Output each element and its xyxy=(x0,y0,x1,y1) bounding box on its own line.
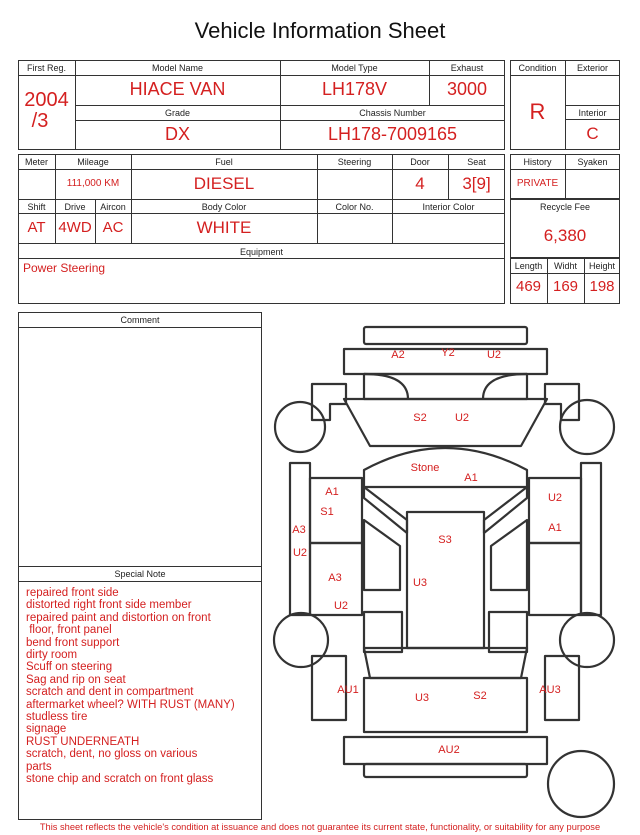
recycle-fee-label: Recycle Fee xyxy=(539,202,591,212)
disclaimer-footer: This sheet reflects the vehicle's condition at issuance and does not guarantee its current state, functionality, or suitability for any purpose xyxy=(39,822,601,832)
first-reg-label: First Reg. xyxy=(26,63,66,73)
mileage-label: Mileage xyxy=(77,157,109,167)
condition-grade: R xyxy=(529,99,546,124)
special-note-item: Scuff on steering xyxy=(26,661,113,674)
damage-code: AU3 xyxy=(539,684,561,696)
interior-label: Interior xyxy=(578,108,607,118)
height-label: Height xyxy=(588,261,615,271)
grade-value: DX xyxy=(164,124,190,144)
damage-code: A3 xyxy=(292,524,306,536)
model-name-value: HIACE VAN xyxy=(129,79,226,99)
door-value: 4 xyxy=(415,174,425,193)
condition-label: Condition xyxy=(518,63,557,73)
height-value: 198 xyxy=(589,278,615,295)
special-note-item: stone chip and scratch on front glass xyxy=(26,773,214,786)
grade-label: Grade xyxy=(164,108,190,118)
damage-code: S2 xyxy=(473,690,487,702)
seat-value: 3[9] xyxy=(462,174,491,193)
equipment-label: Equipment xyxy=(239,247,284,257)
comment-label: Comment xyxy=(120,315,160,325)
damage-code: U2 xyxy=(333,600,349,612)
mileage-value: 111,000 KM xyxy=(66,178,120,189)
shift-value: AT xyxy=(27,219,46,236)
body-color-label: Body Color xyxy=(201,202,247,212)
model-name-label: Model Name xyxy=(151,63,204,73)
fuel-value: DIESEL xyxy=(193,174,255,193)
aircon-label: Aircon xyxy=(100,202,126,212)
special-note-item: aftermarket wheel? WITH RUST (MANY) xyxy=(26,698,235,711)
meter-label: Meter xyxy=(24,157,48,167)
damage-code: A1 xyxy=(548,522,562,534)
fuel-label: Fuel xyxy=(215,157,233,167)
special-note-item: studless tire xyxy=(26,711,88,724)
chassis-value: LH178-7009165 xyxy=(327,124,458,144)
damage-code: U2 xyxy=(486,349,502,361)
special-note-item: scratch, dent, no gloss on various xyxy=(26,748,198,761)
damage-marks xyxy=(292,347,562,756)
damage-code: S3 xyxy=(438,534,452,546)
equipment-value: Power Steering xyxy=(23,261,106,275)
special-note-item: RUST UNDERNEATH xyxy=(26,735,140,748)
syaken-label: Syaken xyxy=(577,157,608,167)
shift-label: Shift xyxy=(27,202,46,212)
special-note-item: repaired front side xyxy=(26,587,119,599)
interior-color-label: Interior Color xyxy=(422,202,475,212)
special-note-item: bend front support xyxy=(26,636,120,649)
door-label: Door xyxy=(410,157,430,167)
special-note-item: repaired paint and distortion on front xyxy=(26,611,211,624)
special-note-item: signage xyxy=(26,723,67,736)
damage-code: AU2 xyxy=(438,744,460,756)
damage-code: Y2 xyxy=(441,347,455,359)
model-type-value: LH178V xyxy=(321,79,388,99)
chassis-label: Chassis Number xyxy=(359,108,426,118)
aircon-value: AC xyxy=(102,219,124,236)
damage-code: A1 xyxy=(464,472,478,484)
seat-label: Seat xyxy=(467,157,486,167)
damage-code: U2 xyxy=(292,547,308,559)
damage-code: S1 xyxy=(320,506,334,518)
drive-value: 4WD xyxy=(58,219,92,236)
exhaust-label: Exhaust xyxy=(450,63,484,73)
color-no-label: Color No. xyxy=(335,202,374,212)
width-value: 169 xyxy=(552,278,579,295)
steering-label: Steering xyxy=(337,157,372,167)
length-value: 469 xyxy=(515,278,542,295)
page-title: Vehicle Information Sheet xyxy=(194,18,446,43)
damage-code: AU1 xyxy=(337,684,359,696)
special-note-item: parts xyxy=(26,760,52,773)
special-note-item: scratch and dent in compartment xyxy=(26,686,194,699)
history-value: PRIVATE xyxy=(516,178,559,189)
first-reg-month: /3 xyxy=(31,110,49,132)
exhaust-value: 3000 xyxy=(446,79,488,99)
damage-code: Stone xyxy=(410,462,440,474)
damage-code: A3 xyxy=(328,572,342,584)
body-color-value: WHITE xyxy=(196,218,252,237)
special-note-item: dirty room xyxy=(26,649,78,662)
damage-code: U2 xyxy=(547,492,563,504)
recycle-fee-value: 6,380 xyxy=(543,226,587,245)
exterior-label: Exterior xyxy=(576,63,608,73)
interior-grade: C xyxy=(586,124,599,143)
first-reg-year: 2004 xyxy=(24,89,69,111)
model-type-label: Model Type xyxy=(331,63,378,73)
damage-code: A1 xyxy=(325,486,339,498)
length-label: Length xyxy=(514,261,543,271)
damage-code: A2 xyxy=(391,349,405,361)
width-label: Widht xyxy=(553,261,577,271)
damage-code: U3 xyxy=(412,577,428,589)
history-label: History xyxy=(523,157,552,167)
special-note-item: Sag and rip on seat xyxy=(26,673,126,686)
damage-code: U2 xyxy=(454,412,470,424)
special-note-item: floor, front panel xyxy=(26,624,112,637)
damage-code: S2 xyxy=(413,412,427,424)
special-note-item: distorted right front side member xyxy=(26,599,192,612)
special-note-label: Special Note xyxy=(114,569,166,579)
drive-label: Drive xyxy=(64,202,86,212)
damage-code: U3 xyxy=(414,692,430,704)
